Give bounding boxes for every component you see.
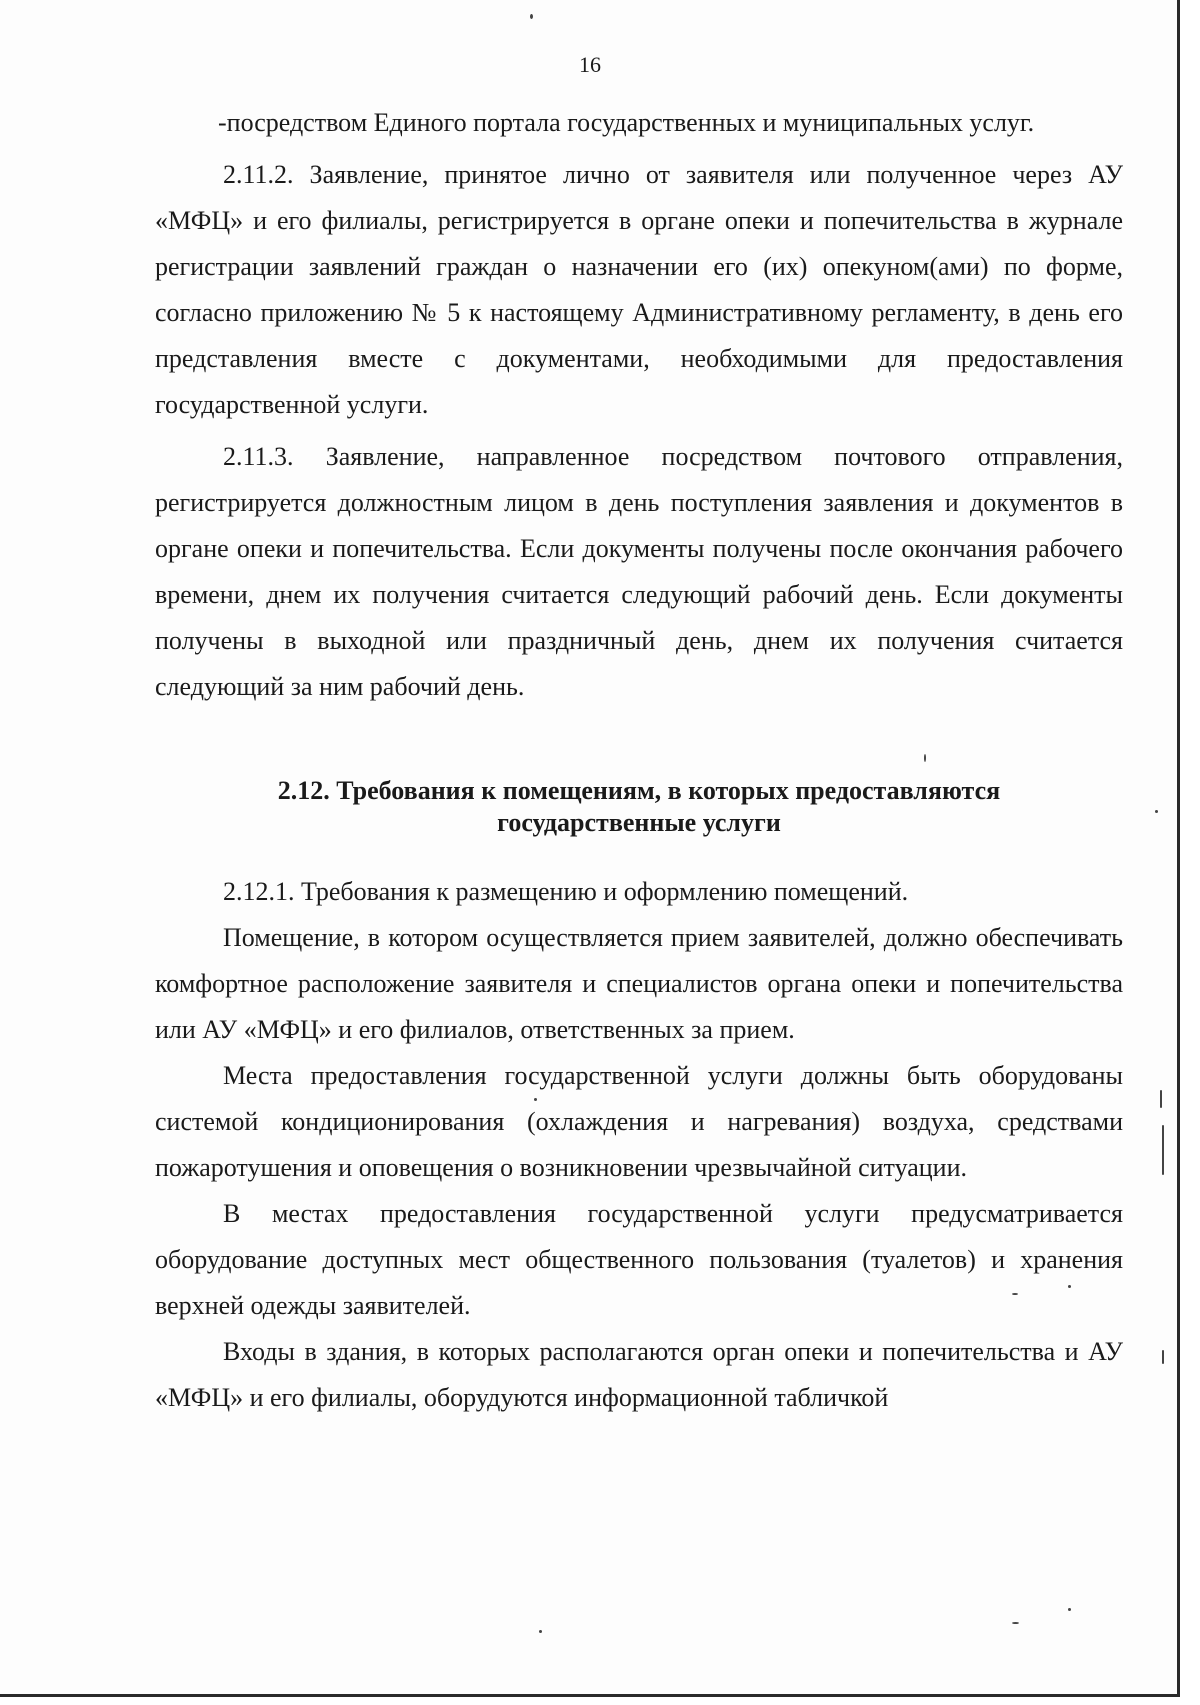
scan-speck bbox=[1012, 1622, 1019, 1624]
scan-speck bbox=[539, 1630, 542, 1633]
section-heading-line-1: 2.12. Требования к помещениям, в которых предоставляются bbox=[277, 776, 1001, 805]
paragraph-entrances: Входы в здания, в которых располагаются орган опеки и попечительства и АУ «МФЦ» и его филиалы, оборудуются информационной табличкой bbox=[155, 1337, 1123, 1412]
scan-speck bbox=[1068, 1608, 1071, 1611]
section-heading-2-12 bbox=[155, 775, 1123, 839]
page-number: 16 bbox=[579, 52, 601, 77]
scan-speck bbox=[1155, 810, 1158, 813]
document-body bbox=[155, 100, 1123, 1421]
scan-speck bbox=[534, 1098, 537, 1101]
scan-speck bbox=[1162, 1350, 1164, 1364]
paragraph-premises: Помещение, в котором осуществляется прием заявителей, должно обеспечивать комфортное расположение заявителя и специалистов органа опеки и попечительства или АУ «МФЦ» и его филиалов, ответственных за прием. bbox=[155, 923, 1123, 1044]
scan-speck bbox=[1012, 1293, 1018, 1295]
paragraph-equipment: Места предоставления государственной услуги должны быть оборудованы системой кондиционирования (охлаждения и нагревания) воздуха, средствами пожаротушения и оповещения о возникновении чрезвычайной ситуации. bbox=[155, 1061, 1123, 1182]
scan-speck bbox=[924, 754, 926, 762]
paragraph-2-11-2: 2.11.2. Заявление, принятое лично от заявителя или полученное через АУ «МФЦ» и его филиалы, регистрируется в органе опеки и попечительства в журнале регистрации заявлений граждан о назначении его (их) опекуном(ами) по форме, согласно приложению № 5 к настоящему Административному регламенту, в день его представления вместе с документами, необходимыми для предоставления государственной услуги. bbox=[155, 160, 1123, 419]
paragraph-2-12-1: 2.12.1. Требования к размещению и оформлению помещений. bbox=[223, 877, 909, 906]
paragraph-2-11-3: 2.11.3. Заявление, направленное посредством почтового отправления, регистрируется должностным лицом в день поступления заявления и документов в органе опеки и попечительства. Если документы получены после окончания рабочего времени, днем их получения считается следующий рабочий день. Если документы получены в выходной или праздничный день, днем их получения считается следующий за ним рабочий день. bbox=[155, 442, 1123, 701]
paragraph-public-places: В местах предоставления государственной услуги предусматривается оборудование доступных мест общественного пользования (туалетов) и хранения верхней одежды заявителей. bbox=[155, 1199, 1123, 1320]
section-heading-line-2: государственные услуги bbox=[497, 808, 781, 837]
scan-speck bbox=[530, 14, 533, 19]
paragraph-portal: -посредством Единого портала государственных и муниципальных услуг. bbox=[218, 108, 1035, 137]
scan-speck bbox=[1068, 1285, 1071, 1288]
scan-speck bbox=[1160, 1090, 1162, 1108]
scan-speck bbox=[1162, 1125, 1164, 1175]
